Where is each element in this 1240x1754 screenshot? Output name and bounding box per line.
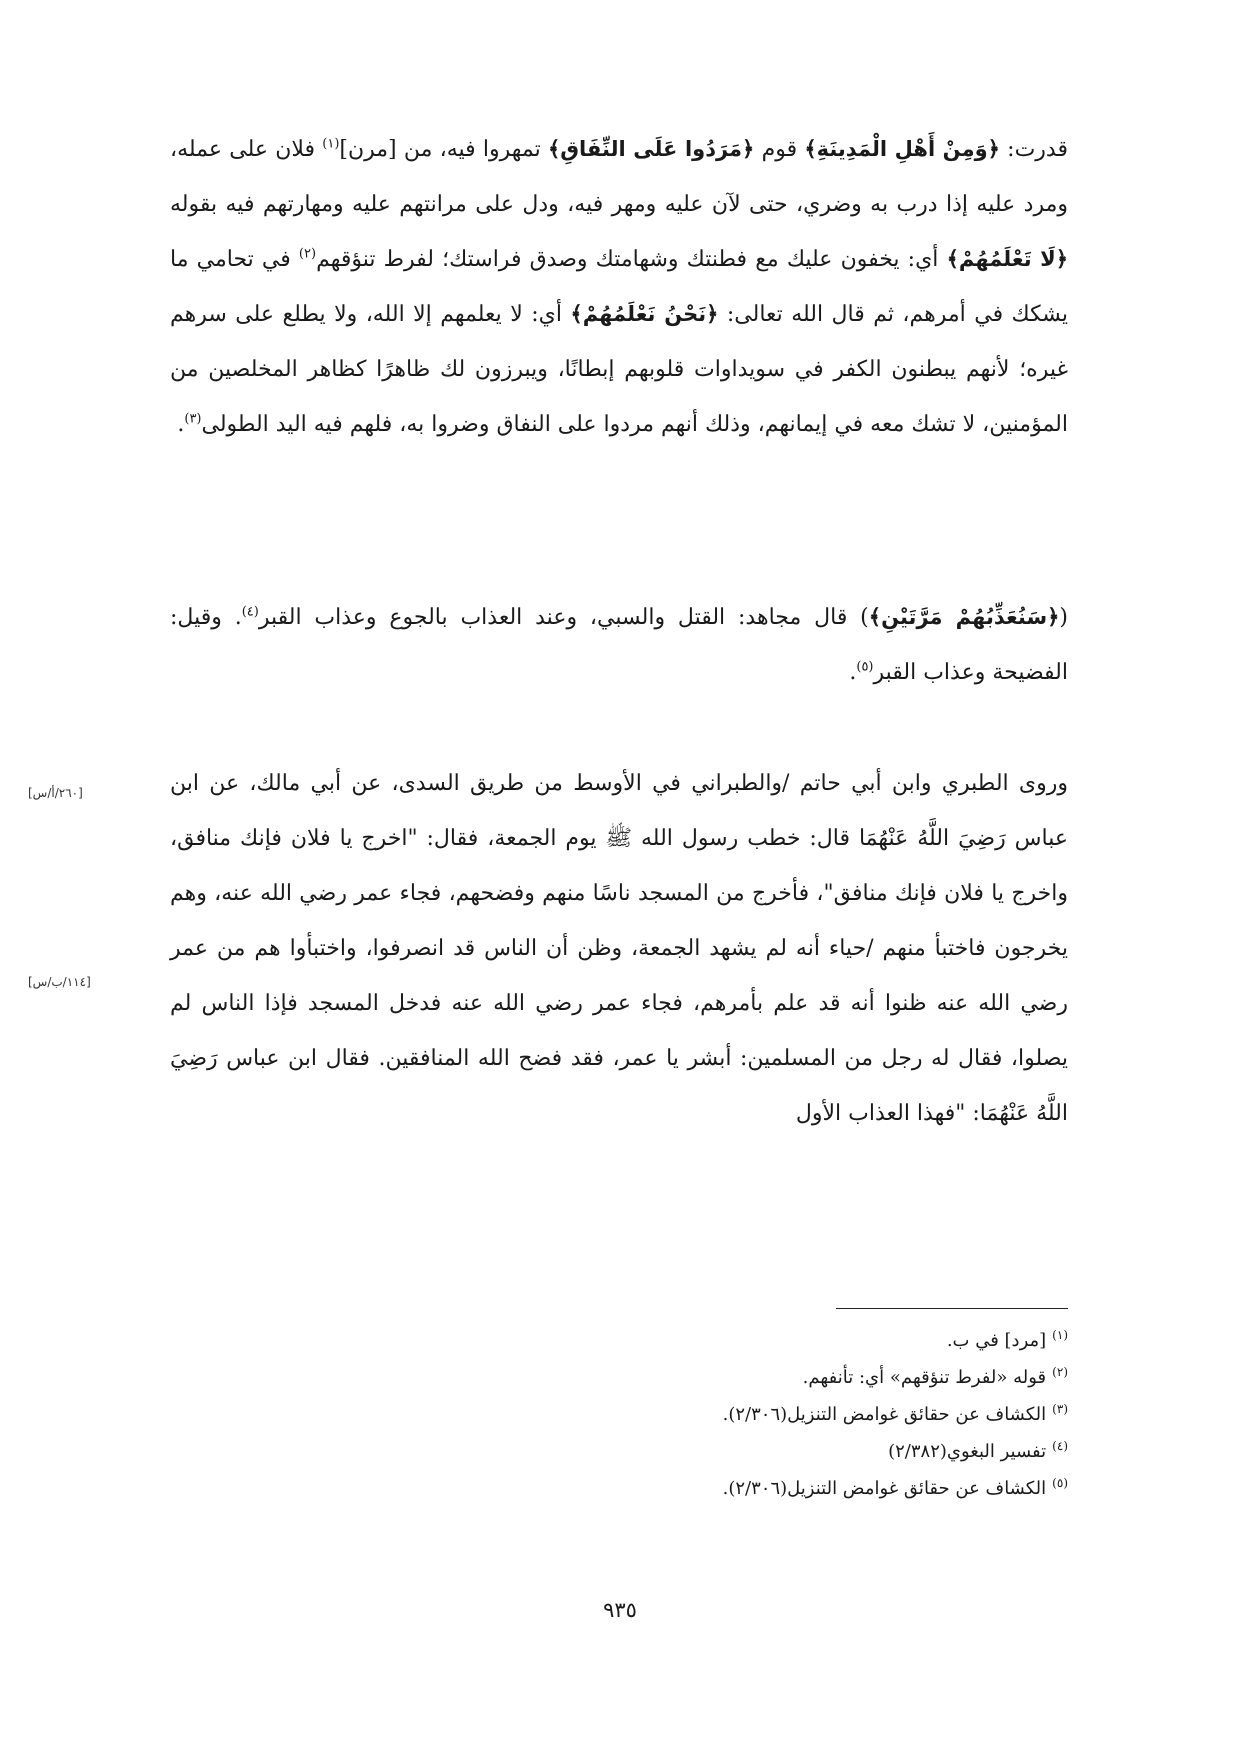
paragraph-1-text bbox=[170, 122, 1068, 452]
quran-quote: ﴿وَمِنْ أَهْلِ الْمَدِينَةِ﴾ bbox=[804, 137, 1000, 161]
text-run: أي: لا يعلمهم إلا الله، ولا يطلع على سرهم غيره؛ لأنهم يبطنون الكفر في سويداوات قلوبهم إبطانًا، ويبرزون لك ظاهرًا كظاهر المخلصين من المؤمنين، لا تشك معه في إيمانهم، وذلك أنهم مردوا على النفاق وضروا به، فلهم فيه اليد الطولى bbox=[170, 302, 1068, 437]
footnote-ref-4[interactable]: (٤) bbox=[241, 604, 259, 620]
text-run: أي: يخفون عليك مع فطنتك وشهامتك وصدق فراستك؛ لفرط تنؤقهم bbox=[316, 247, 947, 272]
footnote-text: الكشاف عن حقائق غوامض التنزيل(٢/٣٠٦). bbox=[722, 1478, 1047, 1499]
text-run: فلان على عمله، ومرد عليه إذا درب به وضري، حتى لآن عليه ومهر فيه، ودل على مرانتهم عليه ومهارتهم فيه بقوله bbox=[170, 137, 1068, 217]
footnote-ref-1[interactable]: (١) bbox=[322, 136, 340, 152]
text-run: . bbox=[849, 660, 857, 685]
footnote-item bbox=[170, 1359, 1068, 1396]
text-run: . وقيل: الفضيحة وعذاب القبر bbox=[170, 605, 1068, 685]
paragraph-2-text bbox=[170, 590, 1068, 700]
text-run: ) قال مجاهد: القتل والسبي، وعند العذاب بالجوع وعذاب القبر bbox=[258, 605, 869, 630]
footnote-number: (٣) bbox=[1052, 1402, 1068, 1416]
text-run: قوم bbox=[754, 137, 805, 162]
footnote-number: (٢) bbox=[1052, 1365, 1068, 1379]
footnote-text: الكشاف عن حقائق غوامض التنزيل(٢/٣٠٦). bbox=[722, 1404, 1047, 1425]
footnotes-section bbox=[170, 1322, 1068, 1507]
footnote-number: (٥) bbox=[1052, 1476, 1068, 1490]
footnote-number: (٤) bbox=[1052, 1439, 1068, 1453]
footnote-ref-3[interactable]: (٣) bbox=[184, 411, 202, 427]
footnote-ref-2[interactable]: (٢) bbox=[298, 246, 317, 262]
text-run: تمهروا فيه، من [مرن] bbox=[339, 137, 548, 162]
paragraph-1 bbox=[170, 122, 1068, 452]
text-run: . bbox=[177, 412, 185, 437]
page-number: ٩٣٥ bbox=[603, 1598, 637, 1622]
footnote-item bbox=[170, 1470, 1068, 1507]
footnote-text: [مرد] في ب. bbox=[946, 1330, 1047, 1351]
footnote-divider bbox=[836, 1308, 1068, 1309]
text-run: قدرت: bbox=[999, 137, 1068, 162]
quran-quote: ﴿مَرَدُوا عَلَى النِّفَاقِ﴾ bbox=[547, 137, 755, 161]
quran-quote: ﴿سَنُعَذِّبُهُمْ مَرَّتَيْنِ﴾ bbox=[868, 605, 1060, 629]
quran-quote: ﴿لَا تَعْلَمُهُمْ﴾ bbox=[946, 247, 1069, 271]
footnote-text: تفسير البغوي(٢/٣٨٢) bbox=[888, 1441, 1047, 1462]
footnote-number: (١) bbox=[1052, 1328, 1068, 1342]
paragraph-2 bbox=[170, 590, 1068, 700]
margin-folio-note-1: [٢٦٠/أ/س] bbox=[28, 786, 83, 800]
text-run: ( bbox=[1059, 605, 1069, 630]
footnote-item bbox=[170, 1322, 1068, 1359]
margin-folio-note-2: [١١٤/ب/س] bbox=[28, 975, 91, 989]
footnote-item bbox=[170, 1396, 1068, 1433]
paragraph-3 bbox=[170, 756, 1068, 1141]
footnote-ref-5[interactable]: (٥) bbox=[856, 659, 874, 675]
footnote-text: قوله «لفرط تنؤقهم» أي: تأنفهم. bbox=[802, 1367, 1047, 1388]
footnote-item bbox=[170, 1433, 1068, 1470]
text-run: في تحامي ما يشكك في أمرهم، ثم قال الله تعالى: bbox=[170, 247, 1068, 327]
paragraph-3-text: وروى الطبري وابن أبي حاتم /والطبراني في الأوسط من طريق السدى، عن أبي مالك، عن ابن عباس رَضِيَ اللَّهُ عَنْهُمَا قال: خطب رسول الله ﷺ يوم الجمعة، فقال: "اخرج يا فلان فإنك منافق، واخرج يا فلان فإنك منافق"، فأخرج من المسجد ناسًا منهم وفضحهم، فجاء عمر رضي الله عنه، وهم يخرجون فاختبأ منهم /حياء أنه لم يشهد الجمعة، وظن أن الناس قد انصرفوا، واختبأوا هم من عمر رضي الله عنه ظنوا أنه قد علم بأمرهم، فجاء عمر رضي الله عنه فدخل المسجد فإذا الناس لم يصلوا، فقال له رجل من المسلمين: أبشر يا عمر، فقد فضح الله المنافقين. فقال ابن عباس رَضِيَ اللَّهُ عَنْهُمَا: "فهذا العذاب الأول bbox=[170, 771, 1068, 1126]
quran-quote: ﴿نَحْنُ نَعْلَمُهُمْ﴾ bbox=[570, 302, 719, 326]
